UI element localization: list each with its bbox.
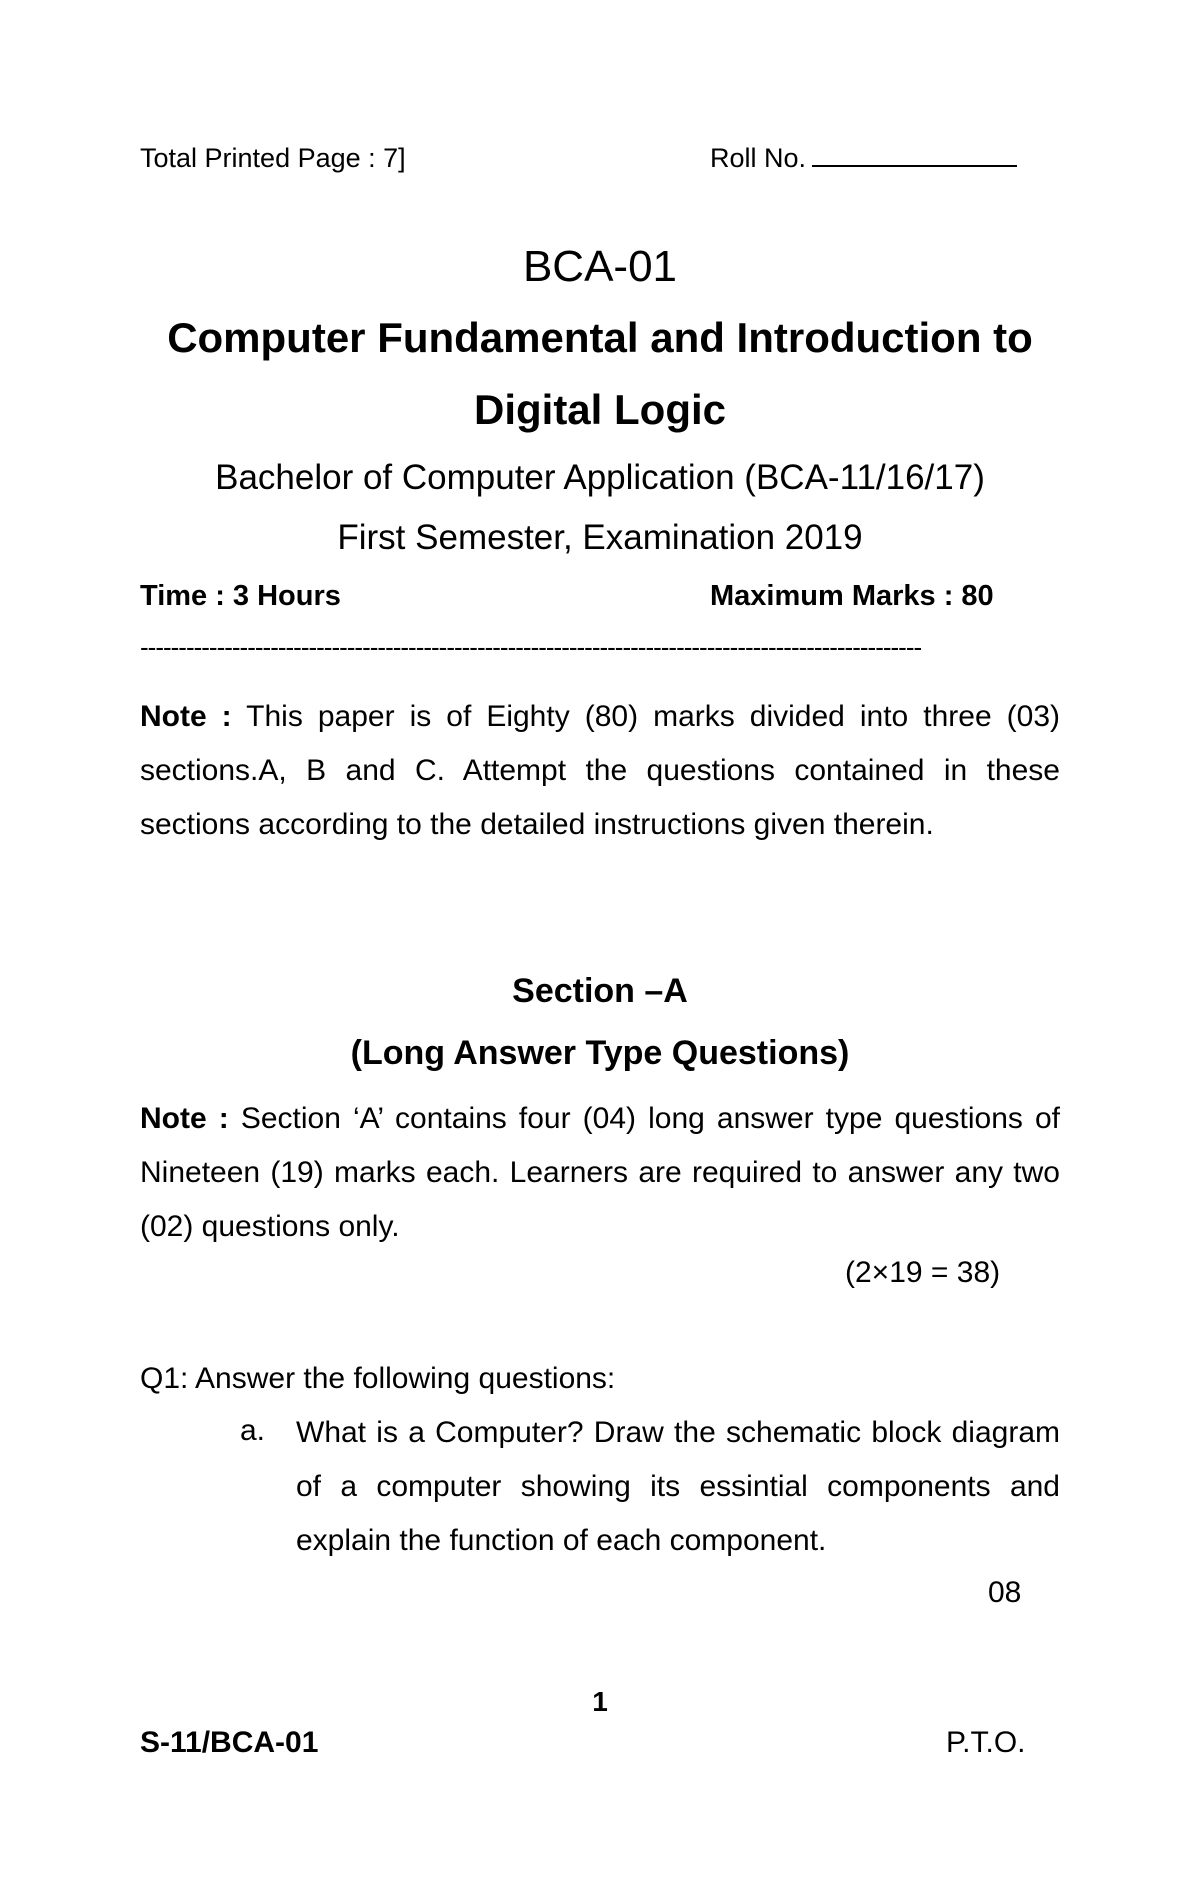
paper-code-footer: S-11/BCA-01	[140, 1726, 319, 1759]
section-a-marks-formula: (2×19 = 38)	[845, 1256, 1001, 1289]
maximum-marks: Maximum Marks : 80	[710, 580, 994, 612]
exam-duration: Time : 3 Hours	[140, 580, 341, 612]
general-note-text: This paper is of Eighty (80) marks divided into three (03) sections.A, B and C. Attempt the questions contained in these sections according to the detailed instructions given therein.	[140, 700, 1060, 841]
section-a-title: Section –A	[512, 972, 688, 1010]
section-a-note-label: Note :	[140, 1102, 229, 1135]
section-a-note	[140, 1092, 1060, 1254]
program-name: Bachelor of Computer Application (BCA-11/16/17)	[215, 458, 985, 497]
course-code: BCA-01	[522, 242, 678, 291]
roll-number-field	[710, 143, 1017, 174]
question-1a-label: a.	[240, 1414, 266, 1447]
section-a-note-text: Section ‘A’ contains four (04) long answer type questions of Nineteen (19) marks each. Learners are required to answer any two (02) questions only.	[140, 1102, 1060, 1243]
general-note	[140, 690, 1060, 852]
roll-number-label: Roll No.	[710, 143, 807, 173]
question-1-heading: Q1: Answer the following questions:	[140, 1362, 616, 1395]
general-note-label: Note :	[140, 700, 232, 733]
total-printed-pages: Total Printed Page : 7]	[140, 143, 406, 173]
course-title-line2: Digital Logic	[474, 386, 726, 433]
divider-rule: ------------------------------------------------------------------------------------------------------	[140, 632, 922, 662]
page-number: 1	[592, 1686, 608, 1717]
question-1a-marks: 08	[988, 1576, 1022, 1609]
semester-info: First Semester, Examination 2019	[337, 518, 863, 557]
question-1a-text: What is a Computer? Draw the schematic block diagram of a computer showing its essintial components and explain the function of each component.	[296, 1416, 1060, 1557]
section-a-subtitle: (Long Answer Type Questions)	[350, 1034, 850, 1072]
please-turn-over: P.T.O.	[946, 1726, 1026, 1759]
roll-number-blank	[812, 143, 1017, 167]
course-title-line1: Computer Fundamental and Introduction to	[167, 314, 1033, 361]
